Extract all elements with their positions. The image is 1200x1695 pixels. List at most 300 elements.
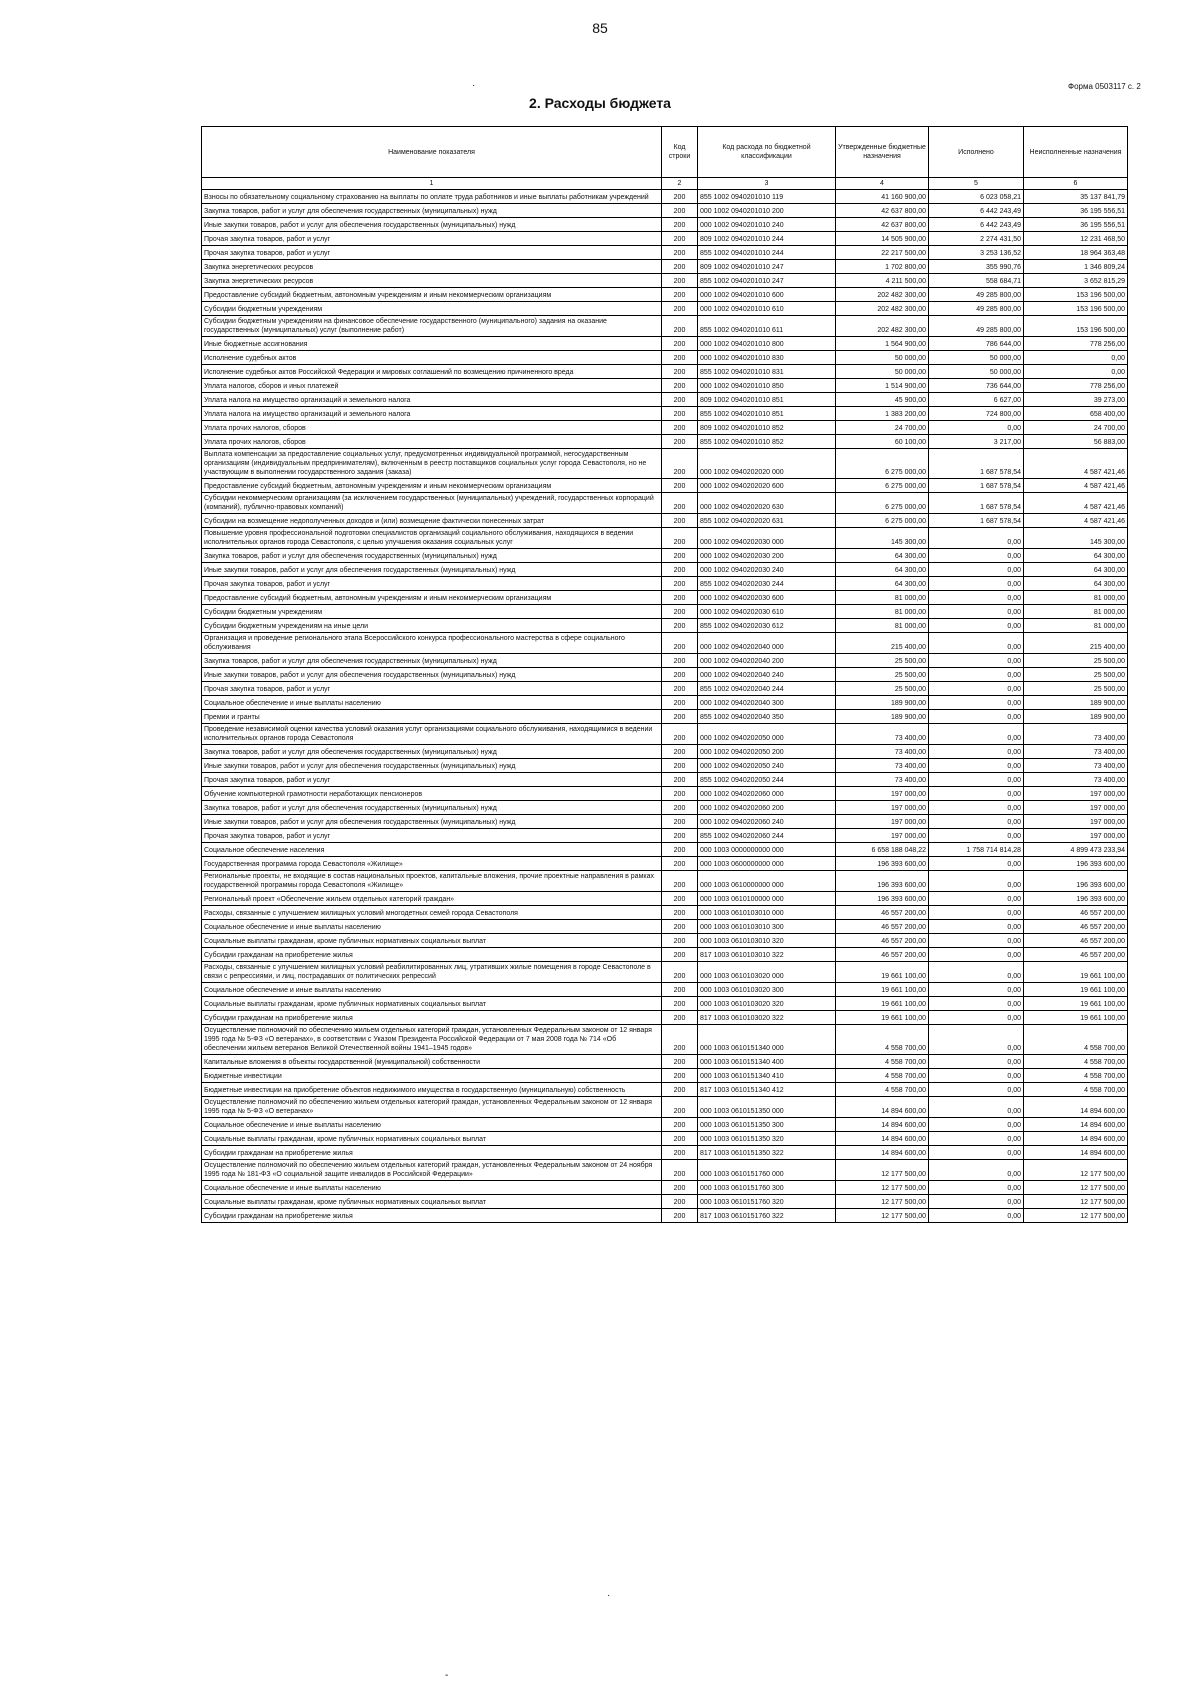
table-row: [202, 696, 1128, 710]
row-line-code: 200: [662, 479, 698, 493]
row-approved: 145 300,00: [836, 528, 929, 549]
row-budget-code: 000 1002 0940202030 600: [698, 591, 836, 605]
row-line-code: 200: [662, 815, 698, 829]
row-line-code: 200: [662, 633, 698, 654]
row-unexecuted: 73 400,00: [1024, 759, 1128, 773]
row-budget-code: 000 1002 0940202040 200: [698, 654, 836, 668]
row-unexecuted: 73 400,00: [1024, 745, 1128, 759]
table-row: [202, 1097, 1128, 1118]
row-unexecuted: 39 273,00: [1024, 393, 1128, 407]
table-row: [202, 449, 1128, 479]
row-line-code: 200: [662, 948, 698, 962]
row-name: Субсидии бюджетным учреждениям: [202, 605, 662, 619]
row-name: Социальные выплаты гражданам, кроме публичных нормативных социальных выплат: [202, 1195, 662, 1209]
row-line-code: 200: [662, 983, 698, 997]
row-name: Субсидии некоммерческим организациям (за исключением государственных (муниципальных) учреждений, государственных корпораций (компаний), публично-правовых компаний): [202, 493, 662, 514]
row-approved: 46 557 200,00: [836, 906, 929, 920]
row-name: Государственная программа города Севастополя «Жилище»: [202, 857, 662, 871]
row-line-code: 200: [662, 1069, 698, 1083]
row-budget-code: 000 1003 0610151760 000: [698, 1160, 836, 1181]
table-row: [202, 302, 1128, 316]
row-executed: 0,00: [929, 773, 1024, 787]
row-unexecuted: 36 195 556,51: [1024, 204, 1128, 218]
row-budget-code: 855 1002 0940201010 119: [698, 190, 836, 204]
row-line-code: 200: [662, 857, 698, 871]
row-name: Социальное обеспечение и иные выплаты населению: [202, 696, 662, 710]
row-budget-code: 809 1002 0940201010 247: [698, 260, 836, 274]
row-name: Осуществление полномочий по обеспечению жильем отдельных категорий граждан, установленных Федеральным законом от 12 января 1995 года № 5-ФЗ «О ветеранах», в соответствии с Указом Президента Российской Федерации от 7 мая 2008 года № 714 «Об обеспечении жильем ветеранов Великой Отечественной войны 1941–1945 годов»: [202, 1025, 662, 1055]
row-budget-code: 000 1002 0940202050 000: [698, 724, 836, 745]
table-row: [202, 563, 1128, 577]
row-budget-code: 000 1002 0940201010 830: [698, 351, 836, 365]
row-budget-code: 817 1003 0610151760 322: [698, 1209, 836, 1223]
table-row: [202, 232, 1128, 246]
table-row: [202, 246, 1128, 260]
row-unexecuted: 25 500,00: [1024, 682, 1128, 696]
row-unexecuted: 4 899 473 233,94: [1024, 843, 1128, 857]
scan-speck: ·: [472, 80, 476, 91]
row-name: Уплата налога на имущество организаций и земельного налога: [202, 407, 662, 421]
row-name: Предоставление субсидий бюджетным, автономным учреждениям и иным некоммерческим организациям: [202, 288, 662, 302]
row-executed: 0,00: [929, 857, 1024, 871]
row-budget-code: 000 1003 0610151340 410: [698, 1069, 836, 1083]
row-line-code: 200: [662, 745, 698, 759]
row-approved: 42 637 800,00: [836, 204, 929, 218]
table-row: [202, 682, 1128, 696]
table-row: [202, 962, 1128, 983]
row-approved: 1 514 900,00: [836, 379, 929, 393]
row-budget-code: 855 1002 0940201010 851: [698, 407, 836, 421]
row-unexecuted: 12 177 500,00: [1024, 1160, 1128, 1181]
row-name: Взносы по обязательному социальному страхованию на выплаты по оплате труда работников и иные выплаты работникам учреждений: [202, 190, 662, 204]
row-budget-code: 000 1002 0940202060 200: [698, 801, 836, 815]
table-row: [202, 204, 1128, 218]
row-name: Социальное обеспечение и иные выплаты населению: [202, 1181, 662, 1195]
col-number: 3: [698, 178, 836, 190]
table-row: [202, 843, 1128, 857]
table-row: [202, 745, 1128, 759]
row-unexecuted: 46 557 200,00: [1024, 920, 1128, 934]
row-unexecuted: 4 587 421,46: [1024, 493, 1128, 514]
row-line-code: 200: [662, 605, 698, 619]
row-line-code: 200: [662, 724, 698, 745]
row-executed: 0,00: [929, 421, 1024, 435]
table-row: [202, 577, 1128, 591]
row-approved: 60 100,00: [836, 435, 929, 449]
row-approved: 6 275 000,00: [836, 493, 929, 514]
col-number: 2: [662, 178, 698, 190]
row-line-code: 200: [662, 934, 698, 948]
table-row: [202, 619, 1128, 633]
row-budget-code: 809 1002 0940201010 851: [698, 393, 836, 407]
row-unexecuted: 197 000,00: [1024, 815, 1128, 829]
row-unexecuted: 4 587 421,46: [1024, 514, 1128, 528]
row-unexecuted: 0,00: [1024, 365, 1128, 379]
row-line-code: 200: [662, 1195, 698, 1209]
row-name: Закупка энергетических ресурсов: [202, 274, 662, 288]
header-row: [202, 127, 1128, 178]
row-budget-code: 809 1002 0940201010 852: [698, 421, 836, 435]
table-row: [202, 773, 1128, 787]
row-executed: 0,00: [929, 871, 1024, 892]
row-approved: 14 505 900,00: [836, 232, 929, 246]
row-unexecuted: 196 393 600,00: [1024, 892, 1128, 906]
row-unexecuted: 778 256,00: [1024, 379, 1128, 393]
row-approved: 1 383 200,00: [836, 407, 929, 421]
row-approved: 64 300,00: [836, 563, 929, 577]
row-budget-code: 817 1003 0610151350 322: [698, 1146, 836, 1160]
table-row: [202, 1146, 1128, 1160]
row-executed: 0,00: [929, 619, 1024, 633]
row-line-code: 200: [662, 682, 698, 696]
row-approved: 81 000,00: [836, 605, 929, 619]
table-row: [202, 337, 1128, 351]
row-name: Уплата прочих налогов, сборов: [202, 421, 662, 435]
row-executed: 0,00: [929, 948, 1024, 962]
col-number: 1: [202, 178, 662, 190]
col-number: 5: [929, 178, 1024, 190]
row-executed: 1 687 578,54: [929, 449, 1024, 479]
row-executed: 49 285 800,00: [929, 316, 1024, 337]
row-budget-code: 817 1003 0610103020 322: [698, 1011, 836, 1025]
row-unexecuted: 64 300,00: [1024, 577, 1128, 591]
row-approved: 1 564 900,00: [836, 337, 929, 351]
row-budget-code: 000 1002 0940202050 200: [698, 745, 836, 759]
row-unexecuted: 46 557 200,00: [1024, 934, 1128, 948]
row-name: Закупка товаров, работ и услуг для обеспечения государственных (муниципальных) нужд: [202, 549, 662, 563]
row-executed: 0,00: [929, 1055, 1024, 1069]
row-approved: 81 000,00: [836, 591, 929, 605]
row-name: Уплата налога на имущество организаций и земельного налога: [202, 393, 662, 407]
row-budget-code: 000 1002 0940202050 240: [698, 759, 836, 773]
row-unexecuted: 46 557 200,00: [1024, 906, 1128, 920]
row-name: Социальные выплаты гражданам, кроме публичных нормативных социальных выплат: [202, 997, 662, 1011]
row-name: Субсидии гражданам на приобретение жилья: [202, 1011, 662, 1025]
row-executed: 0,00: [929, 920, 1024, 934]
row-name: Субсидии гражданам на приобретение жилья: [202, 948, 662, 962]
row-name: Бюджетные инвестиции: [202, 1069, 662, 1083]
row-executed: 0,00: [929, 1181, 1024, 1195]
row-name: Социальное обеспечение и иные выплаты населению: [202, 920, 662, 934]
row-unexecuted: 14 894 600,00: [1024, 1118, 1128, 1132]
row-executed: 0,00: [929, 962, 1024, 983]
row-line-code: 200: [662, 260, 698, 274]
row-line-code: 200: [662, 435, 698, 449]
table-row: [202, 1055, 1128, 1069]
row-unexecuted: 81 000,00: [1024, 619, 1128, 633]
col-header-line-code: Код строки: [662, 127, 698, 178]
table-row: [202, 857, 1128, 871]
row-line-code: 200: [662, 1097, 698, 1118]
row-unexecuted: 153 196 500,00: [1024, 302, 1128, 316]
row-line-code: 200: [662, 204, 698, 218]
table-row: [202, 633, 1128, 654]
row-approved: 14 894 600,00: [836, 1132, 929, 1146]
table-row: [202, 493, 1128, 514]
col-header-approved: Утвержденные бюджетные назначения: [836, 127, 929, 178]
row-approved: 189 900,00: [836, 696, 929, 710]
row-line-code: 200: [662, 1055, 698, 1069]
table-row: [202, 1025, 1128, 1055]
row-approved: 6 658 188 048,22: [836, 843, 929, 857]
row-line-code: 200: [662, 829, 698, 843]
row-unexecuted: 215 400,00: [1024, 633, 1128, 654]
table-row: [202, 871, 1128, 892]
row-executed: 0,00: [929, 605, 1024, 619]
row-line-code: 200: [662, 407, 698, 421]
row-approved: 46 557 200,00: [836, 920, 929, 934]
row-line-code: 200: [662, 773, 698, 787]
row-line-code: 200: [662, 591, 698, 605]
row-name: Прочая закупка товаров, работ и услуг: [202, 829, 662, 843]
table-row: [202, 365, 1128, 379]
row-unexecuted: 12 177 500,00: [1024, 1209, 1128, 1223]
row-approved: 202 482 300,00: [836, 288, 929, 302]
row-approved: 73 400,00: [836, 724, 929, 745]
table-row: [202, 787, 1128, 801]
table-row: [202, 316, 1128, 337]
row-executed: 0,00: [929, 563, 1024, 577]
table-row: [202, 218, 1128, 232]
row-name: Субсидии бюджетным учреждениям на иные цели: [202, 619, 662, 633]
row-unexecuted: 25 500,00: [1024, 654, 1128, 668]
row-name: Организация и проведение регионального этапа Всероссийского конкурса профессионального мастерства в сфере социального обслуживания: [202, 633, 662, 654]
table-row: [202, 549, 1128, 563]
row-budget-code: 000 1003 0610151340 000: [698, 1025, 836, 1055]
row-unexecuted: 197 000,00: [1024, 829, 1128, 843]
row-approved: 196 393 600,00: [836, 892, 929, 906]
row-budget-code: 817 1003 0610103010 322: [698, 948, 836, 962]
row-executed: 0,00: [929, 696, 1024, 710]
row-budget-code: 000 1002 0940202040 000: [698, 633, 836, 654]
row-line-code: 200: [662, 920, 698, 934]
row-budget-code: 000 1002 0940201010 600: [698, 288, 836, 302]
row-executed: 0,00: [929, 528, 1024, 549]
table-row: [202, 948, 1128, 962]
row-name: Иные закупки товаров, работ и услуг для обеспечения государственных (муниципальных) нужд: [202, 815, 662, 829]
row-unexecuted: 12 177 500,00: [1024, 1181, 1128, 1195]
row-approved: 46 557 200,00: [836, 948, 929, 962]
table-row: [202, 591, 1128, 605]
row-name: Региональный проект «Обеспечение жильем отдельных категорий граждан»: [202, 892, 662, 906]
row-executed: 0,00: [929, 759, 1024, 773]
row-executed: 558 684,71: [929, 274, 1024, 288]
row-line-code: 200: [662, 449, 698, 479]
row-line-code: 200: [662, 218, 698, 232]
row-executed: 1 687 578,54: [929, 493, 1024, 514]
row-unexecuted: 14 894 600,00: [1024, 1132, 1128, 1146]
row-budget-code: 855 1002 0940202040 350: [698, 710, 836, 724]
row-name: Прочая закупка товаров, работ и услуг: [202, 773, 662, 787]
table-row: [202, 759, 1128, 773]
row-name: Закупка товаров, работ и услуг для обеспечения государственных (муниципальных) нужд: [202, 204, 662, 218]
table-row: [202, 724, 1128, 745]
row-budget-code: 855 1002 0940201010 831: [698, 365, 836, 379]
row-approved: 4 558 700,00: [836, 1025, 929, 1055]
row-name: Уплата налогов, сборов и иных платежей: [202, 379, 662, 393]
row-unexecuted: 35 137 841,79: [1024, 190, 1128, 204]
row-line-code: 200: [662, 393, 698, 407]
row-name: Региональные проекты, не входящие в состав национальных проектов, капитальные вложения, прочие проектные направления в рамках государственной программы города Севастополя «Жилище»: [202, 871, 662, 892]
row-name: Социальные выплаты гражданам, кроме публичных нормативных социальных выплат: [202, 934, 662, 948]
row-line-code: 200: [662, 365, 698, 379]
row-executed: 6 442 243,49: [929, 218, 1024, 232]
row-budget-code: 000 1002 0940202020 000: [698, 449, 836, 479]
row-approved: 197 000,00: [836, 829, 929, 843]
row-line-code: 200: [662, 1209, 698, 1223]
row-executed: 0,00: [929, 710, 1024, 724]
table-row: [202, 668, 1128, 682]
table-row: [202, 1160, 1128, 1181]
row-name: Иные закупки товаров, работ и услуг для обеспечения государственных (муниципальных) нужд: [202, 218, 662, 232]
row-unexecuted: 73 400,00: [1024, 773, 1128, 787]
row-name: Исполнение судебных актов Российской Федерации и мировых соглашений по возмещению причиненного вреда: [202, 365, 662, 379]
table-row: [202, 393, 1128, 407]
row-unexecuted: 196 393 600,00: [1024, 857, 1128, 871]
row-executed: 3 253 136,52: [929, 246, 1024, 260]
row-name: Расходы, связанные с улучшением жилищных условий реабилитированных лиц, утративших жилые помещения в городе Севастополе в связи с репрессиями, и лиц, пострадавших от политических репрессий: [202, 962, 662, 983]
row-unexecuted: 197 000,00: [1024, 787, 1128, 801]
row-executed: 49 285 800,00: [929, 302, 1024, 316]
row-approved: 25 500,00: [836, 654, 929, 668]
row-approved: 202 482 300,00: [836, 302, 929, 316]
row-name: Субсидии бюджетным учреждениям: [202, 302, 662, 316]
row-budget-code: 855 1002 0940202060 244: [698, 829, 836, 843]
row-line-code: 200: [662, 421, 698, 435]
row-line-code: 200: [662, 493, 698, 514]
row-unexecuted: 4 558 700,00: [1024, 1083, 1128, 1097]
row-line-code: 200: [662, 577, 698, 591]
row-budget-code: 855 1002 0940201010 852: [698, 435, 836, 449]
row-budget-code: 000 1002 0940202040 300: [698, 696, 836, 710]
row-budget-code: 000 1003 0610151760 300: [698, 1181, 836, 1195]
row-budget-code: 855 1002 0940202020 631: [698, 514, 836, 528]
row-approved: 6 275 000,00: [836, 514, 929, 528]
row-approved: 4 558 700,00: [836, 1069, 929, 1083]
row-name: Социальные выплаты гражданам, кроме публичных нормативных социальных выплат: [202, 1132, 662, 1146]
row-executed: 0,00: [929, 983, 1024, 997]
row-name: Закупка товаров, работ и услуг для обеспечения государственных (муниципальных) нужд: [202, 801, 662, 815]
row-line-code: 200: [662, 190, 698, 204]
row-approved: 4 211 500,00: [836, 274, 929, 288]
row-approved: 14 894 600,00: [836, 1118, 929, 1132]
row-unexecuted: 197 000,00: [1024, 801, 1128, 815]
row-executed: 0,00: [929, 1069, 1024, 1083]
row-line-code: 200: [662, 696, 698, 710]
row-executed: 0,00: [929, 801, 1024, 815]
row-name: Закупка товаров, работ и услуг для обеспечения государственных (муниципальных) нужд: [202, 654, 662, 668]
row-executed: 0,00: [929, 906, 1024, 920]
form-reference: Форма 0503117 с. 2: [1068, 82, 1141, 91]
table-row: [202, 934, 1128, 948]
row-line-code: 200: [662, 514, 698, 528]
row-name: Осуществление полномочий по обеспечению жильем отдельных категорий граждан, установленных Федеральным законом от 12 января 1995 года № 5-ФЗ «О ветеранах»: [202, 1097, 662, 1118]
row-executed: 49 285 800,00: [929, 288, 1024, 302]
row-name: Бюджетные инвестиции на приобретение объектов недвижимого имущества в государственную (муниципальную) собственность: [202, 1083, 662, 1097]
row-approved: 196 393 600,00: [836, 857, 929, 871]
table-row: [202, 288, 1128, 302]
row-unexecuted: 46 557 200,00: [1024, 948, 1128, 962]
row-approved: 215 400,00: [836, 633, 929, 654]
row-unexecuted: 64 300,00: [1024, 549, 1128, 563]
row-name: Иные закупки товаров, работ и услуг для обеспечения государственных (муниципальных) нужд: [202, 759, 662, 773]
row-name: Повышение уровня профессиональной подготовки специалистов организаций социального обслуживания, находящихся в ведении исполнительных органов города Севастополя, с целью улучшения оказания социальных услуг: [202, 528, 662, 549]
table-row: [202, 815, 1128, 829]
row-unexecuted: 19 661 100,00: [1024, 997, 1128, 1011]
row-unexecuted: 19 661 100,00: [1024, 962, 1128, 983]
row-approved: 42 637 800,00: [836, 218, 929, 232]
row-name: Уплата прочих налогов, сборов: [202, 435, 662, 449]
table-row: [202, 528, 1128, 549]
row-unexecuted: 81 000,00: [1024, 605, 1128, 619]
table-row: [202, 1118, 1128, 1132]
row-line-code: 200: [662, 379, 698, 393]
row-approved: 12 177 500,00: [836, 1160, 929, 1181]
row-unexecuted: 4 558 700,00: [1024, 1025, 1128, 1055]
column-number-row: [202, 178, 1128, 190]
row-line-code: 200: [662, 710, 698, 724]
row-executed: 2 274 431,50: [929, 232, 1024, 246]
row-name: Предоставление субсидий бюджетным, автономным учреждениям и иным некоммерческим организациям: [202, 479, 662, 493]
row-budget-code: 855 1002 0940202030 244: [698, 577, 836, 591]
expenditure-table: [201, 126, 1128, 1223]
row-budget-code: 000 1003 0610103020 300: [698, 983, 836, 997]
table-row: [202, 514, 1128, 528]
row-unexecuted: 4 587 421,46: [1024, 449, 1128, 479]
row-executed: 50 000,00: [929, 365, 1024, 379]
row-budget-code: 000 1002 0940202030 200: [698, 549, 836, 563]
row-name: Обучение компьютерной грамотности неработающих пенсионеров: [202, 787, 662, 801]
table-row: [202, 920, 1128, 934]
row-line-code: 200: [662, 962, 698, 983]
row-budget-code: 000 1002 0940202040 240: [698, 668, 836, 682]
table-row: [202, 1069, 1128, 1083]
row-unexecuted: 24 700,00: [1024, 421, 1128, 435]
row-budget-code: 000 1003 0610000000 000: [698, 871, 836, 892]
row-line-code: 200: [662, 351, 698, 365]
row-line-code: 200: [662, 232, 698, 246]
row-name: Исполнение судебных актов: [202, 351, 662, 365]
row-approved: 6 275 000,00: [836, 479, 929, 493]
row-budget-code: 000 1003 0610103010 320: [698, 934, 836, 948]
row-name: Прочая закупка товаров, работ и услуг: [202, 232, 662, 246]
table-row: [202, 190, 1128, 204]
row-budget-code: 000 1002 0940202020 600: [698, 479, 836, 493]
row-approved: 73 400,00: [836, 773, 929, 787]
row-name: Осуществление полномочий по обеспечению жильем отдельных категорий граждан, установленных Федеральным законом от 24 ноября 1995 года № 181-ФЗ «О социальной защите инвалидов в Российской Федерации»: [202, 1160, 662, 1181]
row-budget-code: 855 1002 0940202040 244: [698, 682, 836, 696]
table-row: [202, 421, 1128, 435]
row-executed: 724 800,00: [929, 407, 1024, 421]
row-name: Закупка энергетических ресурсов: [202, 260, 662, 274]
row-approved: 197 000,00: [836, 815, 929, 829]
table-row: [202, 983, 1128, 997]
row-approved: 202 482 300,00: [836, 316, 929, 337]
row-budget-code: 000 1003 0610151350 320: [698, 1132, 836, 1146]
row-budget-code: 000 1002 0940202030 610: [698, 605, 836, 619]
row-line-code: 200: [662, 1011, 698, 1025]
row-approved: 12 177 500,00: [836, 1181, 929, 1195]
row-approved: 196 393 600,00: [836, 871, 929, 892]
row-unexecuted: 12 231 468,50: [1024, 232, 1128, 246]
row-approved: 19 661 100,00: [836, 983, 929, 997]
row-unexecuted: 19 661 100,00: [1024, 1011, 1128, 1025]
row-executed: 6 442 243,49: [929, 204, 1024, 218]
row-unexecuted: 189 900,00: [1024, 710, 1128, 724]
row-name: Социальное обеспечение и иные выплаты населению: [202, 1118, 662, 1132]
row-unexecuted: 14 894 600,00: [1024, 1097, 1128, 1118]
row-unexecuted: 12 177 500,00: [1024, 1195, 1128, 1209]
